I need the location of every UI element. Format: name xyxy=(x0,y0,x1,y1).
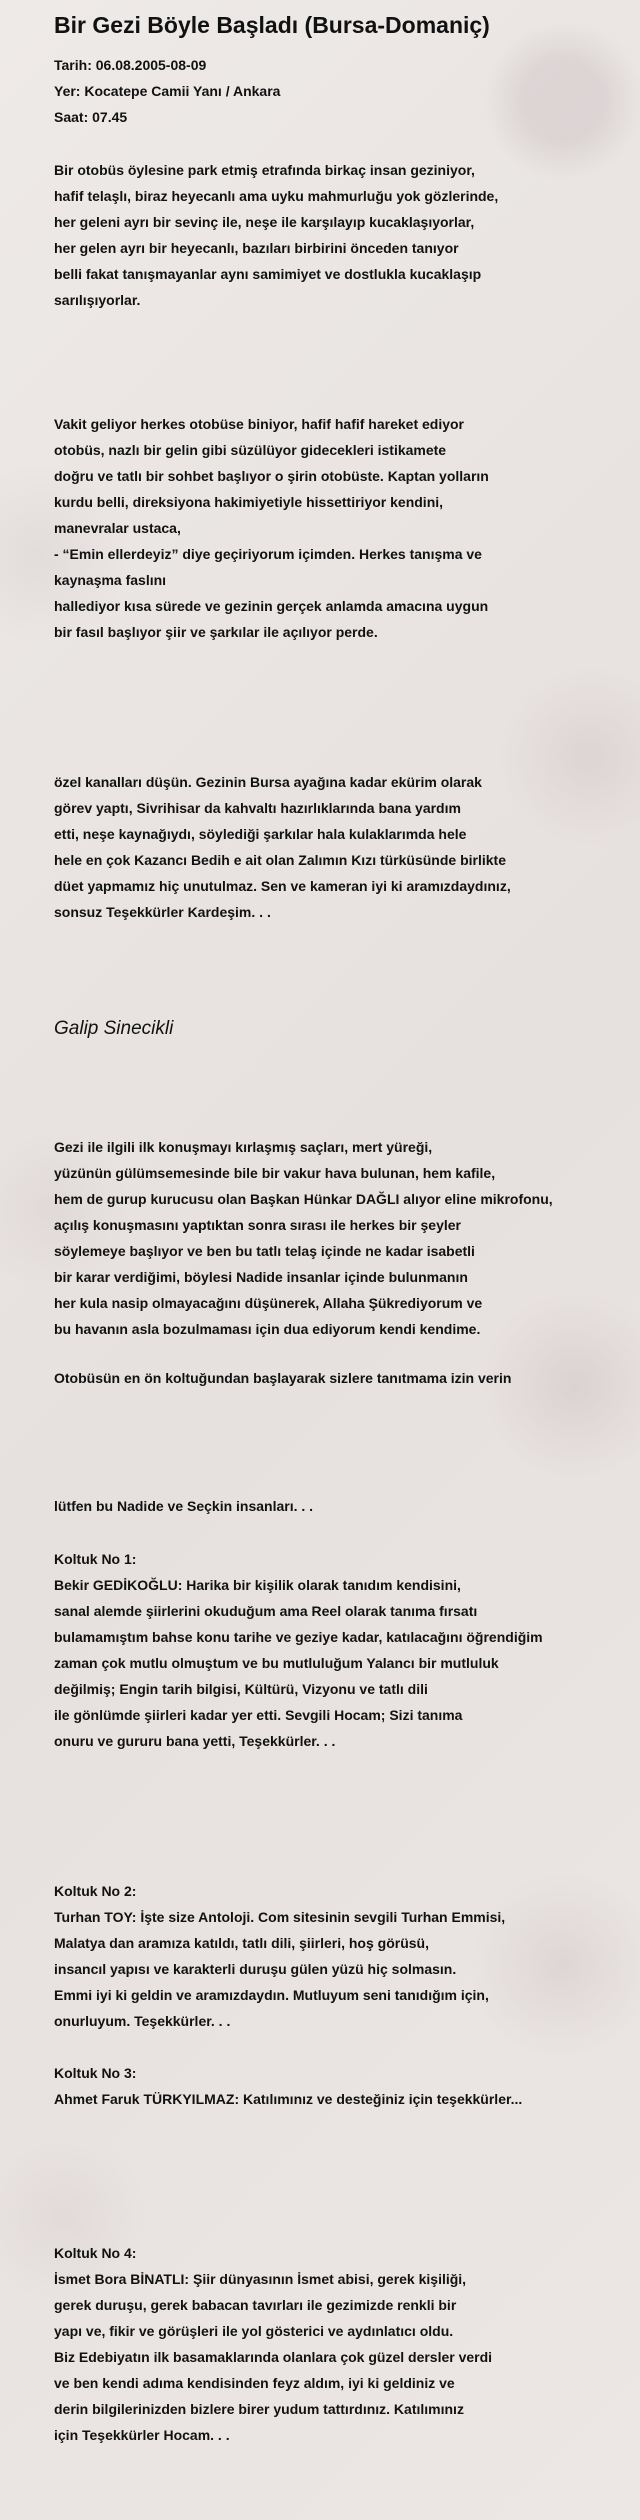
text-line: gerek duruşu, gerek babacan tavırları ile gezimizde renkli bir xyxy=(54,2297,457,2313)
text-line: Bir otobüs öylesine park etmiş etrafında birkaç insan geziniyor, xyxy=(54,162,475,178)
text-line: sonsuz Teşekkürler Kardeşim. . . xyxy=(54,904,271,920)
paragraph-6 xyxy=(54,1493,624,1519)
text-line: hallediyor kısa sürede ve gezinin gerçek anlamda amacına uygun xyxy=(54,598,489,614)
text-line: her kula nasip olmayacağını düşünerek, Allaha Şükrediyorum ve xyxy=(54,1295,483,1311)
text-line: kaynaşma faslını xyxy=(54,572,167,588)
seat-heading: Koltuk No 3: xyxy=(54,2065,137,2081)
text-line: doğru ve tatlı bir sohbet başlıyor o şirin otobüste. Kaptan yolların xyxy=(54,468,489,484)
text-line: insancıl yapısı ve karakterli duruşu gülen yüzü hiç solmasın. xyxy=(54,1961,457,1977)
meta-date: Tarih: 06.08.2005-08-09 xyxy=(54,57,207,73)
seat-heading: Koltuk No 2: xyxy=(54,1883,137,1899)
seat-4 xyxy=(54,2240,624,2448)
text-line: için Teşekkürler Hocam. . . xyxy=(54,2427,230,2443)
text-line: etti, neşe kaynağıydı, söylediği şarkılar hala kulaklarımda hele xyxy=(54,826,467,842)
text-line: Turhan TOY: İşte size Antoloji. Com sitesinin sevgili Turhan Emmisi, xyxy=(54,1909,506,1925)
meta-time: Saat: 07.45 xyxy=(54,109,128,125)
seat-2 xyxy=(54,1878,624,2034)
text-line: İsmet Bora BİNATLI: Şiir dünyasının İsmet abisi, gerek kişiliği, xyxy=(54,2271,467,2287)
text-line: lütfen bu Nadide ve Seçkin insanları. . . xyxy=(54,1498,314,1514)
text-line: her gelen ayrı bir heyecanlı, bazıları birbirini önceden tanıyor xyxy=(54,240,459,256)
text-line: zaman çok mutlu olmuştum ve bu mutluluğum Yalancı bir mutluluk xyxy=(54,1655,499,1671)
text-line: Ahmet Faruk TÜRKYILMAZ: Katılımınız ve desteğiniz için teşekkürler... xyxy=(54,2091,523,2107)
seat-1 xyxy=(54,1546,624,1754)
text-line: bulamamıştım bahse konu tarihe ve geziye kadar, katılacağını öğrendiğim xyxy=(54,1629,543,1645)
text-line: sarılışıyorlar. xyxy=(54,292,141,308)
paragraph-2 xyxy=(54,411,624,645)
text-line: ve ben kendi adıma kendisinden feyz aldım, iyi ki geldiniz ve xyxy=(54,2375,455,2391)
text-line: belli fakat tanışmayanlar aynı samimiyet ve dostlukla kucaklaşıp xyxy=(54,266,482,282)
paragraph-4 xyxy=(54,1134,624,1342)
meta-block xyxy=(54,52,624,130)
text-line: söylemeye başlıyor ve ben bu tatlı telaş içinde ne kadar isabetli xyxy=(54,1243,475,1259)
text-line: hafif telaşlı, biraz heyecanlı ama uyku mahmurluğu yok gözlerinde, xyxy=(54,188,499,204)
paragraph-1 xyxy=(54,157,624,313)
paragraph-3 xyxy=(54,769,624,925)
page-title: Bir Gezi Böyle Başladı (Bursa-Domaniç) xyxy=(54,12,490,38)
text-line: sanal alemde şiirlerini okuduğum ama Reel olarak tanıma fırsatı xyxy=(54,1603,478,1619)
text-line: ile gönlümde şiirleri kadar yer etti. Sevgili Hocam; Sizi tanıma xyxy=(54,1707,463,1723)
paragraph-5 xyxy=(54,1365,624,1391)
text-line: bu havanın asla bozulmaması için dua ediyorum kendi kendime. xyxy=(54,1321,481,1337)
text-line: yapı ve, fikir ve görüşleri ile yol gösterici ve aydınlatıcı oldu. xyxy=(54,2323,454,2339)
author-name: Galip Sinecikli xyxy=(54,1018,174,1039)
text-line: onuru ve gururu bana yetti, Teşekkürler. . . xyxy=(54,1733,336,1749)
text-line: değilmiş; Engin tarih bilgisi, Kültürü, Vizyonu ve tatlı dili xyxy=(54,1681,428,1697)
text-line: yüzünün gülümsemesinde bile bir vakur hava bulunan, hem kafile, xyxy=(54,1165,496,1181)
seat-heading: Koltuk No 1: xyxy=(54,1551,137,1567)
text-line: bir karar verdiğimi, böylesi Nadide insanlar içinde bulunmanın xyxy=(54,1269,468,1285)
text-line: onurluyum. Teşekkürler. . . xyxy=(54,2013,231,2029)
text-line: Gezi ile ilgili ilk konuşmayı kırlaşmış saçları, mert yüreği, xyxy=(54,1139,433,1155)
text-line: Vakit geliyor herkes otobüse biniyor, hafif hafif hareket ediyor xyxy=(54,416,465,432)
text-line: Biz Edebiyatın ilk basamaklarında olanlara çok güzel dersler verdi xyxy=(54,2349,493,2365)
text-line: Emmi iyi ki geldin ve aramızdaydın. Mutluyum seni tanıdığım için, xyxy=(54,1987,489,2003)
text-line: görev yaptı, Sivrihisar da kahvaltı hazırlıklarında bana yardım xyxy=(54,800,461,816)
text-line: otobüs, nazlı bir gelin gibi süzülüyor gidecekleri istikamete xyxy=(54,442,447,458)
meta-place: Yer: Kocatepe Camii Yanı / Ankara xyxy=(54,83,281,99)
text-line: - “Emin ellerdeyiz” diye geçiriyorum içimden. Herkes tanışma ve xyxy=(54,546,482,562)
text-line: derin bilgilerinizden bizlere birer yudum tattırdınız. Katılımınız xyxy=(54,2401,464,2417)
text-line: hem de gurup kurucusu olan Başkan Hünkar DAĞLI alıyor eline mikrofonu, xyxy=(54,1191,553,1207)
text-line: Malatya dan aramıza katıldı, tatlı dili, şiirleri, hoş görüsü, xyxy=(54,1935,429,1951)
text-line: manevralar ustaca, xyxy=(54,520,181,536)
text-line: kurdu belli, direksiyona hakimiyetiyle hissettiriyor kendini, xyxy=(54,494,444,510)
text-line: hele en çok Kazancı Bedih e ait olan Zalımın Kızı türküsünde birlikte xyxy=(54,852,506,868)
text-line: bir fasıl başlıyor şiir ve şarkılar ile açılıyor perde. xyxy=(54,624,378,640)
text-line: Otobüsün en ön koltuğundan başlayarak sizlere tanıtmama izin verin xyxy=(54,1370,512,1386)
text-line: her geleni ayrı bir sevinç ile, neşe ile karşılayıp kucaklaşıyorlar, xyxy=(54,214,475,230)
text-line: Bekir GEDİKOĞLU: Harika bir kişilik olarak tanıdım kendisini, xyxy=(54,1577,461,1593)
text-line: özel kanalları düşün. Gezinin Bursa ayağına kadar ekürim olarak xyxy=(54,774,482,790)
seat-heading: Koltuk No 4: xyxy=(54,2245,137,2261)
text-line: açılış konuşmasını yaptıktan sonra sırası ile herkes bir şeyler xyxy=(54,1217,461,1233)
text-line: düet yapmamız hiç unutulmaz. Sen ve kameran iyi ki aramızdaydınız, xyxy=(54,878,511,894)
seat-3 xyxy=(54,2060,624,2112)
